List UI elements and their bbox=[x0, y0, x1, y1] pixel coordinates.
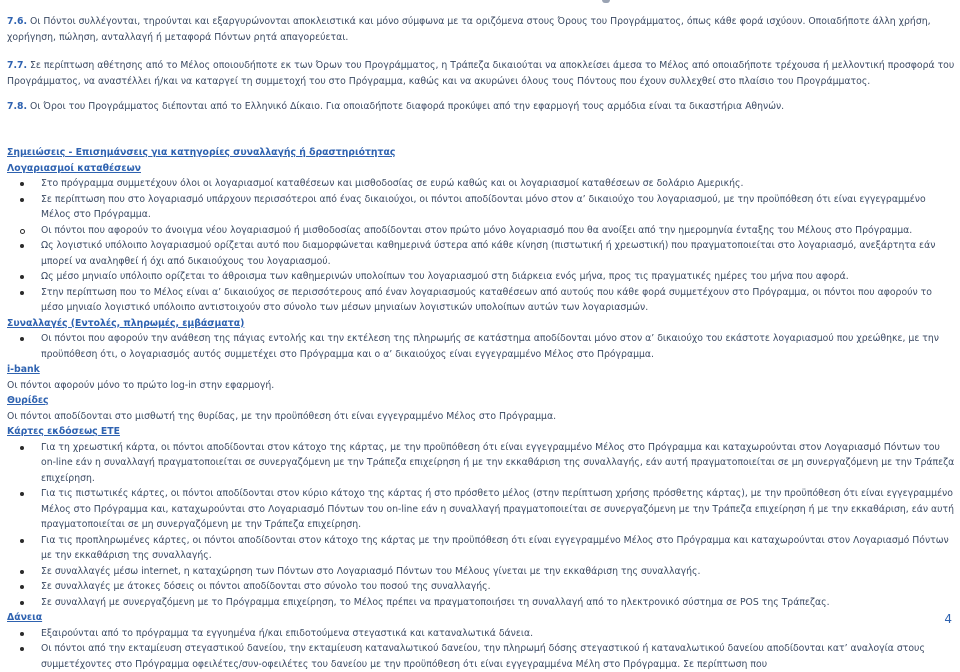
list-item: Στην περίπτωση που το Μέλος είναι α’ δικαιούχος σε περισσότερους από έναν λογαριασμούς καταθέσεων από αυτούς που κάθε φορά συμμετέχουν στο Πρόγραμμα, οι πόντοι που αφορούν το μέσο μηνιαίο λογιστικό υπόλοιπο αντιστοιχούν στο σύνολο των μέσων μηνιαίων λογιστικών υπολοίπων αυτών των λογαριασμών. bbox=[7, 285, 957, 316]
bullet-icon bbox=[20, 601, 24, 605]
clause-text: Οι Πόντοι συλλέγονται, τηρούνται και εξαργυρώνονται αποκλειστικά και μόνο σύμφωνα με τα οριζόμενα στους Όρους του Προγράμματος, όπως κάθε φορά ισχύουν. Οποιαδήποτε άλλη χρήση, χορήγηση, πώληση, ανταλλαγή ή μεταφορά Πόντων ρητά απαγορεύεται. bbox=[7, 16, 931, 43]
notes-section bbox=[7, 145, 957, 672]
list-item: Οι πόντοι από την εκταμίευση στεγαστικού δανείου, την εκταμίευση καταναλωτικού δανείου, την πληρωμή δόσης στεγαστικού ή καταναλωτικού δανείου αποδίδονται κατ’ αναλογία στους συμμετέχοντες στο Πρόγραμμα οφειλέτες/συν-οφειλέτες του δανείου με την προϋπόθεση ότι είναι εγγεγραμμένα Μέλη στο Πρόγραμμα. Σε περίπτωση που bbox=[7, 641, 957, 672]
section-heading-transactions: Συναλλαγές (Εντολές, πληρωμές, εμβάσματα) bbox=[7, 316, 957, 332]
bullet-icon bbox=[20, 492, 24, 496]
list-item: Για τη χρεωστική κάρτα, οι πόντοι αποδίδονται στον κάτοχο της κάρτας, με την προϋπόθεση ότι είναι εγγεγραμμένο Μέλος στο Πρόγραμμα και καταχωρούνται στον Λογαριασμό Πόντων του on-line εάν η συναλλαγή πραγματοποιείται σε συνεργαζόμενη με την Τράπεζα επιχείρηση ή με την εκκαθάριση της συναλλαγής, εάν αυτή πραγματοποιείται σε μη συνεργαζόμενη με την Τράπεζα επιχείρηση. bbox=[7, 440, 957, 487]
clause-number: 7.8. bbox=[7, 101, 27, 112]
section-heading-cards: Κάρτες εκδόσεως ΕΤΕ bbox=[7, 424, 957, 440]
list-item: Ως λογιστικό υπόλοιπο λογαριασμού ορίζεται αυτό που διαμορφώνεται καθημερινά ύστερα από κάθε κίνηση (πιστωτική ή χρεωστική) που πραγματοποιείται στο λογαριασμό, ανεξάρτητα εάν μπορεί να αναληφθεί ή όχι από δικαιούχους του λογαριασμού. bbox=[7, 238, 957, 269]
list-item: Σε συναλλαγές με άτοκες δόσεις οι πόντοι αποδίδονται στο σύνολο του ποσού της συναλλαγής. bbox=[7, 579, 957, 595]
list-item: Οι πόντοι που αφορούν την ανάθεση της πάγιας εντολής και την εκτέλεση της πληρωμής σε κατάστημα αποδίδονται μόνο στον α’ δικαιούχο του εκάστοτε λογαριασμού που χρεώθηκε, με την προϋπόθεση ότι, ο λογαριασμός αυτός συμμετέχει στο Πρόγραμμα και ο α’ δικαιούχος είναι εγγεγραμμένο Μέλος στο Πρόγραμμα. bbox=[7, 331, 957, 362]
bullet-icon bbox=[20, 291, 24, 295]
list-item: Σε συναλλαγές μέσω internet, η καταχώρηση των Πόντων στο Λογαριασμό Πόντων του Μέλους γίνεται με την εκκαθάριση της συναλλαγής. bbox=[7, 564, 957, 580]
section-heading-accounts: Λογαριασμοί καταθέσεων bbox=[7, 161, 957, 177]
document-page bbox=[7, 0, 957, 672]
list-item: Οι πόντοι που αφορούν το άνοιγμα νέου λογαριασμού ή μισθοδοσίας αποδίδονται στον πρώτο μόνο λογαριασμό που θα ανοίξει από την ημερομηνία ένταξης του Μέλους στο Πρόγραμμα. bbox=[7, 223, 957, 239]
safe-deposit-text: Οι πόντοι αποδίδονται στο μισθωτή της θυρίδας, με την προϋπόθεση ότι είναι εγγεγραμμένο Μέλος στο Πρόγραμμα. bbox=[7, 409, 957, 425]
bullet-icon bbox=[20, 585, 24, 589]
bullet-icon bbox=[20, 198, 24, 202]
clause-number: 7.6. bbox=[7, 16, 27, 27]
clause-7-6 bbox=[7, 0, 957, 46]
list-item: Ως μέσο μηνιαίο υπόλοιπο ορίζεται το άθροισμα των καθημερινών υπολοίπων του λογαριασμού στη διάρκεια ενός μήνα, προς τις πραγματικές ημέρες του μήνα που αφορά. bbox=[7, 269, 957, 285]
page-number: 4 bbox=[944, 612, 952, 626]
clause-7-8 bbox=[7, 99, 957, 115]
accounts-list bbox=[7, 176, 957, 316]
bullet-icon bbox=[20, 570, 24, 574]
cards-list bbox=[7, 440, 957, 611]
section-heading-ibank: i-bank bbox=[7, 362, 957, 378]
list-item: Για τις προπληρωμένες κάρτες, οι πόντοι αποδίδονται στον κάτοχο της κάρτας με την προϋπόθεση ότι είναι εγγεγραμμένο Μέλος στο Πρόγραμμα και καταχωρούνται στον Λογαριασμό Πόντων με την εκκαθάριση της συναλλαγής. bbox=[7, 533, 957, 564]
list-item: Σε συναλλαγή με συνεργαζόμενη με το Πρόγραμμα επιχείρηση, το Μέλος πρέπει να πραγματοποιήσει τη συναλλαγή από το ηλεκτρονικό σύστημα σε POS της Τράπεζας. bbox=[7, 595, 957, 611]
bullet-icon bbox=[20, 182, 24, 186]
list-item: Σε περίπτωση που στο λογαριασμό υπάρχουν περισσότεροι από ένας δικαιούχοι, οι πόντοι αποδίδονται μόνο στον α’ δικαιούχο του λογαριασμού, με την προϋπόθεση ότι είναι εγγεγραμμένο Μέλος στο Πρόγραμμα. bbox=[7, 192, 957, 223]
ibank-text: Οι πόντοι αφορούν μόνο το πρώτο log-in στην εφαρμογή. bbox=[7, 378, 957, 394]
transactions-list bbox=[7, 331, 957, 362]
notes-title: Σημειώσεις - Επισημάνσεις για κατηγορίες συναλλαγής ή δραστηριότητας bbox=[7, 145, 957, 161]
list-item: Εξαιρούνται από το πρόγραμμα τα εγγυημένα ή/και επιδοτούμενα στεγαστικά και καταναλωτικά δάνεια. bbox=[7, 626, 957, 642]
bullet-icon bbox=[20, 244, 24, 248]
bullet-icon bbox=[20, 446, 24, 450]
loans-list bbox=[7, 626, 957, 672]
section-heading-loans: Δάνεια bbox=[7, 610, 957, 626]
list-item: Στο πρόγραμμα συμμετέχουν όλοι οι λογαριασμοί καταθέσεων και μισθοδοσίας σε ευρώ καθώς και οι λογαριασμοί καταθέσεων σε δολάριο Αμερικής. bbox=[7, 176, 957, 192]
bullet-icon bbox=[20, 337, 24, 341]
bullet-icon bbox=[20, 229, 25, 234]
bullet-icon bbox=[20, 632, 24, 636]
clause-text: Οι Όροι του Προγράμματος διέπονται από το Ελληνικό Δίκαιο. Για οποιαδήποτε διαφορά προκύψει από την εφαρμογή τους αρμόδια είναι τα δικαστήρια Αθηνών. bbox=[30, 101, 784, 112]
clause-text: Σε περίπτωση αθέτησης από το Μέλος οποιουδήποτε εκ των Όρων του Προγράμματος, η Τράπεζα δικαιούται να αποκλείσει άμεσα το Μέλος από οποιαδήποτε τρέχουσα ή μελλοντική προσφορά του Προγράμματος, να αναστέλλει ή/και να καταργεί τη συμμετοχή του στο Πρόγραμμα, καθώς και να ακυρώνει όλους τους Πόντους που έχουν συλλεχθεί στο πλαίσιο του Προγράμματος. bbox=[7, 60, 954, 87]
list-item: Για τις πιστωτικές κάρτες, οι πόντοι αποδίδονται στον κύριο κάτοχο της κάρτας ή στο πρόσθετο μέλος (στην περίπτωση χρήσης πρόσθετης κάρτας), με την προϋπόθεση ότι είναι εγγεγραμμένο Μέλος στο Πρόγραμμα και, καταχωρούνται στο Λογαριασμό Πόντων του on-line εάν η συναλλαγή πραγματοποιείται σε συνεργαζόμενη με την Τράπεζα επιχείρηση ή με την εκκαθάριση, εάν αυτή πραγματοποιείται σε μη συνεργαζόμενη με την Τράπεζα επιχείρηση. bbox=[7, 486, 957, 533]
bullet-icon bbox=[20, 647, 24, 651]
bullet-icon bbox=[20, 275, 24, 279]
clause-7-7 bbox=[7, 58, 957, 90]
clause-number: 7.7. bbox=[7, 60, 27, 71]
section-heading-safe-deposit: Θυρίδες bbox=[7, 393, 957, 409]
bullet-icon bbox=[20, 539, 24, 543]
